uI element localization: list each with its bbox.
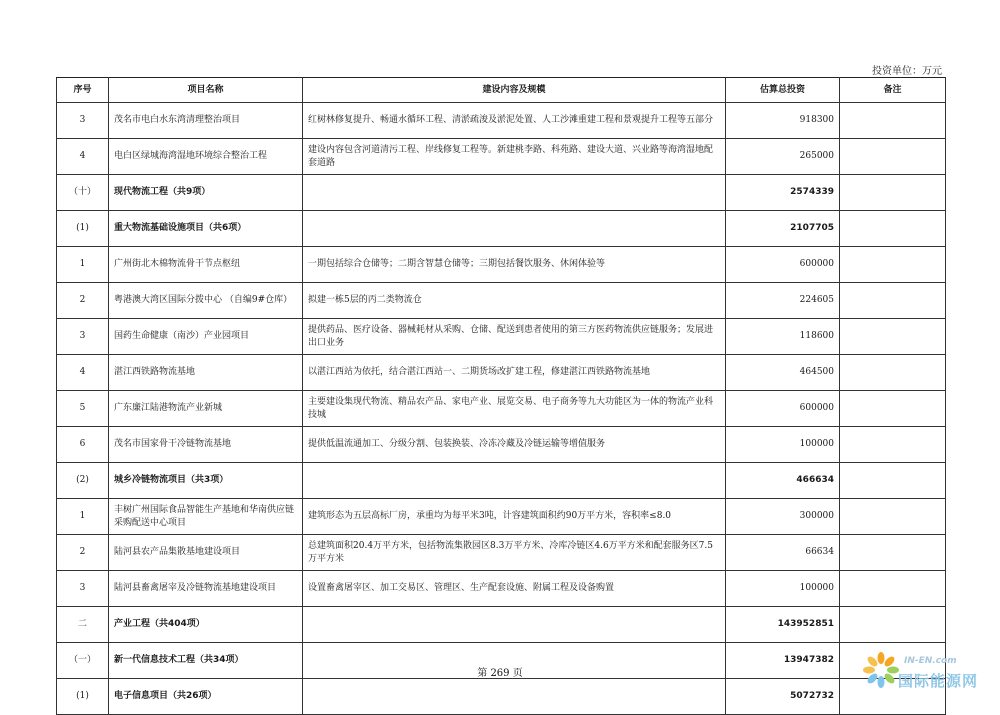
cell-no: 5 bbox=[57, 391, 109, 427]
table-row bbox=[57, 499, 946, 535]
cell-project-name: 城乡冷链物流项目（共3项） bbox=[109, 463, 303, 499]
cell-no: 1 bbox=[57, 247, 109, 283]
watermark-url: IN-EN.com bbox=[904, 656, 957, 666]
cell-remarks bbox=[840, 139, 946, 175]
cell-construction-content: 一期包括综合仓储等；二期含智慧仓储等；三期包括餐饮服务、休闲体验等 bbox=[303, 247, 726, 283]
table-row bbox=[57, 355, 946, 391]
cell-no: 6 bbox=[57, 427, 109, 463]
cell-project-name: 重大物流基础设施项目（共6项） bbox=[109, 211, 303, 247]
cell-no: （一） bbox=[57, 643, 109, 679]
cell-construction-content: 红树林修复提升、畅通水循环工程、清淤疏浚及淤泥处置、人工沙滩重建工程和景观提升工程等五部分 bbox=[303, 103, 726, 139]
table-row bbox=[57, 391, 946, 427]
cell-project-name: 丰树广州国际食品智能生产基地和华南供应链采购配送中心项目 bbox=[109, 499, 303, 535]
table-row bbox=[57, 283, 946, 319]
cell-project-name: 湛江西铁路物流基地 bbox=[109, 355, 303, 391]
cell-total-investment: 600000 bbox=[726, 247, 840, 283]
cell-remarks bbox=[840, 391, 946, 427]
cell-no: （十） bbox=[57, 175, 109, 211]
category-row bbox=[57, 607, 946, 643]
sun-flower-logo-icon bbox=[862, 650, 900, 694]
cell-project-name: 电白区绿城海湾湿地环境综合整治工程 bbox=[109, 139, 303, 175]
watermark bbox=[862, 650, 992, 698]
table-row bbox=[57, 139, 946, 175]
cell-construction-content bbox=[303, 607, 726, 643]
table-row bbox=[57, 571, 946, 607]
cell-total-investment: 300000 bbox=[726, 499, 840, 535]
cell-construction-content: 建设内容包含河道清污工程、岸线修复工程等。新建桃李路、科苑路、建设大道、兴业路等海湾湿地配套道路 bbox=[303, 139, 726, 175]
cell-no: 3 bbox=[57, 571, 109, 607]
cell-total-investment: 2574339 bbox=[726, 175, 840, 211]
cell-no: (2) bbox=[57, 463, 109, 499]
cell-construction-content: 拟建一栋5层的丙二类物流仓 bbox=[303, 283, 726, 319]
table-row bbox=[57, 535, 946, 571]
investment-unit-note: 投资单位：万元 bbox=[872, 66, 942, 77]
cell-project-name: 粤港澳大湾区国际分拨中心 （自编9#仓库） bbox=[109, 283, 303, 319]
table-row bbox=[57, 319, 946, 355]
investment-project-table bbox=[56, 77, 946, 715]
cell-total-investment: 13947382 bbox=[726, 643, 840, 679]
cell-no: 4 bbox=[57, 139, 109, 175]
cell-total-investment: 100000 bbox=[726, 427, 840, 463]
category-row bbox=[57, 679, 946, 715]
cell-no: (1) bbox=[57, 211, 109, 247]
cell-project-name: 广州街北木棉物流骨干节点枢纽 bbox=[109, 247, 303, 283]
cell-construction-content: 提供药品、医疗设备、器械耗材从采购、仓储、配送到患者使用的第三方医药物流供应链服务；发展进出口业务 bbox=[303, 319, 726, 355]
cell-total-investment: 466634 bbox=[726, 463, 840, 499]
cell-no: 2 bbox=[57, 283, 109, 319]
cell-remarks bbox=[840, 211, 946, 247]
cell-no: 2 bbox=[57, 535, 109, 571]
header-construction-content: 建设内容及规模 bbox=[303, 78, 726, 103]
table-header-row bbox=[57, 78, 946, 103]
cell-no: (1) bbox=[57, 679, 109, 715]
cell-project-name: 茂名市国家骨干冷链物流基地 bbox=[109, 427, 303, 463]
cell-total-investment: 66634 bbox=[726, 535, 840, 571]
cell-remarks bbox=[840, 535, 946, 571]
cell-construction-content: 以湛江西站为依托，结合湛江西站一、二期货场改扩建工程，修建湛江西铁路物流基地 bbox=[303, 355, 726, 391]
cell-total-investment: 100000 bbox=[726, 571, 840, 607]
cell-construction-content: 主要建设集现代物流、精品农产品、家电产业、展览交易、电子商务等九大功能区为一体的物流产业科技城 bbox=[303, 391, 726, 427]
cell-no: 4 bbox=[57, 355, 109, 391]
header-project-name: 项目名称 bbox=[109, 78, 303, 103]
cell-remarks bbox=[840, 607, 946, 643]
cell-total-investment: 224605 bbox=[726, 283, 840, 319]
cell-no: 二 bbox=[57, 607, 109, 643]
cell-no: 3 bbox=[57, 319, 109, 355]
cell-remarks bbox=[840, 103, 946, 139]
category-row bbox=[57, 211, 946, 247]
cell-construction-content: 设置畜禽屠宰区、加工交易区、管理区、生产配套设施、附属工程及设备购置 bbox=[303, 571, 726, 607]
cell-construction-content: 建筑形态为五层高标厂房，承重均为每平米3吨，计容建筑面积约90万平方米，容积率≤8.0 bbox=[303, 499, 726, 535]
watermark-site-name: 国际能源网 bbox=[898, 672, 979, 690]
cell-project-name: 电子信息项目（共26项） bbox=[109, 679, 303, 715]
cell-remarks bbox=[840, 427, 946, 463]
cell-project-name: 国药生命健康（南沙）产业园项目 bbox=[109, 319, 303, 355]
cell-remarks bbox=[840, 319, 946, 355]
cell-project-name: 茂名市电白水东湾清理整治项目 bbox=[109, 103, 303, 139]
cell-construction-content bbox=[303, 211, 726, 247]
cell-remarks bbox=[840, 571, 946, 607]
cell-project-name: 产业工程（共404项） bbox=[109, 607, 303, 643]
cell-construction-content bbox=[303, 679, 726, 715]
cell-project-name: 陆河县畜禽屠宰及冷链物流基地建设项目 bbox=[109, 571, 303, 607]
cell-total-investment: 600000 bbox=[726, 391, 840, 427]
page-number: 第 269 页 bbox=[477, 668, 523, 679]
cell-project-name: 广东廉江陆港物流产业新城 bbox=[109, 391, 303, 427]
cell-no: 1 bbox=[57, 499, 109, 535]
cell-project-name: 现代物流工程（共9项） bbox=[109, 175, 303, 211]
table-row bbox=[57, 103, 946, 139]
cell-remarks bbox=[840, 355, 946, 391]
cell-total-investment: 143952851 bbox=[726, 607, 840, 643]
cell-no: 3 bbox=[57, 103, 109, 139]
cell-remarks bbox=[840, 247, 946, 283]
cell-total-investment: 464500 bbox=[726, 355, 840, 391]
header-remarks: 备注 bbox=[840, 78, 946, 103]
table-row bbox=[57, 247, 946, 283]
cell-remarks bbox=[840, 175, 946, 211]
table-body bbox=[57, 103, 946, 715]
cell-total-investment: 5072732 bbox=[726, 679, 840, 715]
cell-remarks bbox=[840, 499, 946, 535]
header-no: 序号 bbox=[57, 78, 109, 103]
category-row bbox=[57, 463, 946, 499]
cell-total-investment: 118600 bbox=[726, 319, 840, 355]
cell-remarks bbox=[840, 463, 946, 499]
cell-project-name: 新一代信息技术工程（共34项） bbox=[109, 643, 303, 679]
cell-remarks bbox=[840, 283, 946, 319]
cell-total-investment: 265000 bbox=[726, 139, 840, 175]
cell-construction-content: 总建筑面积20.4万平方米，包括物流集散园区8.3万平方米、冷库冷链区4.6万平方米和配套服务区7.5万平方米 bbox=[303, 535, 726, 571]
category-row bbox=[57, 175, 946, 211]
cell-project-name: 陆河县农产品集散基地建设项目 bbox=[109, 535, 303, 571]
table-row bbox=[57, 427, 946, 463]
cell-construction-content: 提供低温流通加工、分级分割、包装换装、冷冻冷藏及冷链运输等增值服务 bbox=[303, 427, 726, 463]
header-total-investment: 估算总投资 bbox=[726, 78, 840, 103]
cell-total-investment: 918300 bbox=[726, 103, 840, 139]
cell-construction-content bbox=[303, 175, 726, 211]
cell-total-investment: 2107705 bbox=[726, 211, 840, 247]
cell-construction-content bbox=[303, 463, 726, 499]
